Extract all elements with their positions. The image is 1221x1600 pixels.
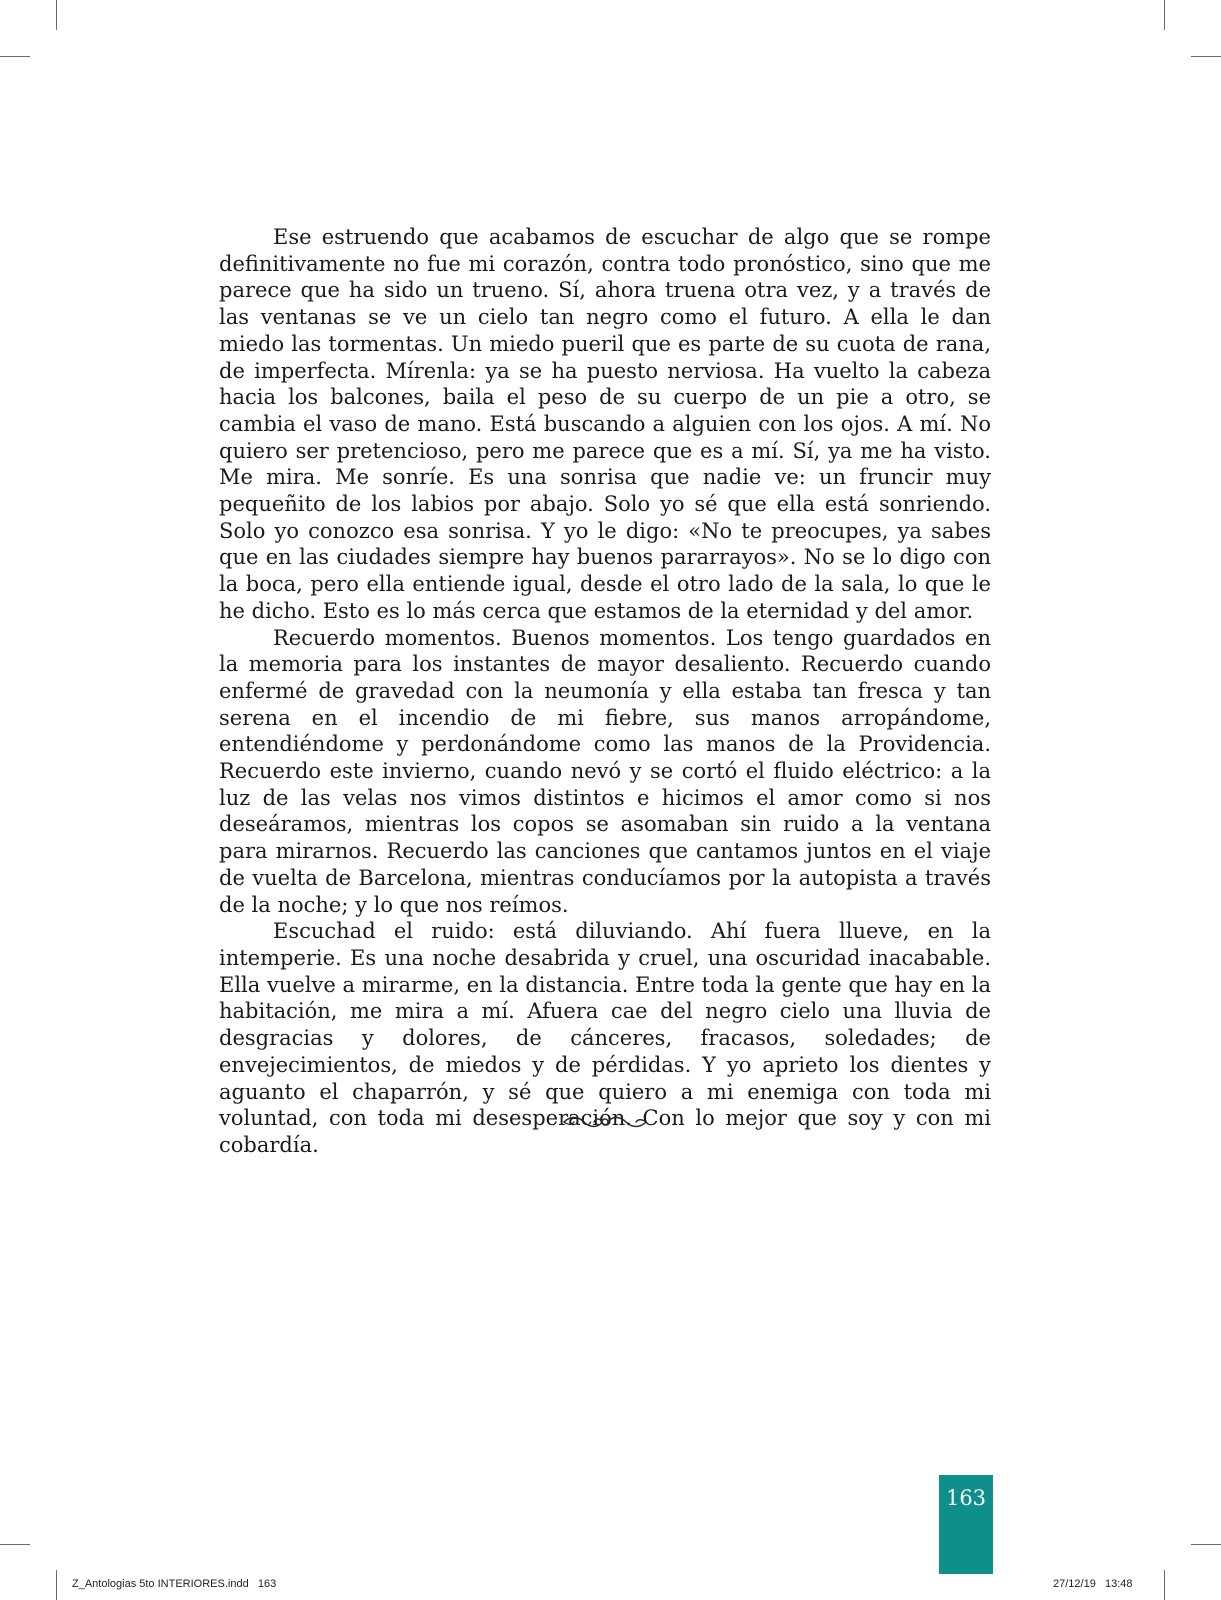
- body-text: [219, 224, 991, 1159]
- crop-mark-bottom-left-horizontal: [0, 1544, 30, 1545]
- crop-mark-top-left-vertical: [56, 0, 57, 30]
- crop-mark-bottom-left-vertical: [56, 1570, 57, 1600]
- crop-mark-top-right-horizontal: [1191, 56, 1221, 57]
- paragraph-3: Escuchad el ruido: está diluviando. Ahí fuera llueve, en la intemperie. Es una noche desabrida y cruel, una oscuridad inacabable. Ella vuelve a mirarme, en la distancia. Entre toda la gente que hay en la habitación, me mira a mí. Afuera cae del negro cielo una lluvia de desgracias y dolores, de cánceres, fracasos, soledades; de envejecimientos, de miedos y de pérdidas. Y yo aprieto los dientes y aguanto el chaparrón, y sé que quiero a mi enemiga con toda mi voluntad, con toda mi desesperación. Con lo mejor que soy y con mi cobardía.: [219, 919, 991, 1157]
- slug-file-info: Z_Antologias 5to INTERIORES.indd 163: [72, 1578, 277, 1590]
- page-number: 163: [945, 1486, 987, 1510]
- crop-mark-top-right-vertical: [1164, 0, 1165, 30]
- scroll-ornament-icon: [560, 1110, 650, 1134]
- crop-mark-bottom-right-horizontal: [1191, 1544, 1221, 1545]
- crop-mark-top-left-horizontal: [0, 56, 30, 57]
- crop-mark-bottom-right-vertical: [1164, 1570, 1165, 1600]
- slug-date-time: 27/12/19 13:48: [1053, 1578, 1133, 1590]
- paragraph-2: Recuerdo momentos. Buenos momentos. Los tengo guardados en la memoria para los instantes de mayor desaliento. Recuerdo cuando enfermé de gravedad con la neumonía y ella estaba tan fresca y tan serena en el incendio de mi fiebre, sus manos arropándome, entendiéndome y perdonándome como las manos de la Providencia. Recuerdo este invierno, cuando nevó y se cortó el fluido eléctrico: a la luz de las velas nos vimos distintos e hicimos el amor como si nos deseáramos, mientras los copos se asomaban sin ruido a la ventana para mirarnos. Recuerdo las canciones que cantamos juntos en el viaje de vuelta de Barcelona, mientras conducíamos por la autopista a través de la noche; y lo que nos reímos.: [219, 625, 991, 917]
- paragraph-1: Ese estruendo que acabamos de escuchar de algo que se rompe definitivamente no fue mi corazón, contra todo pronóstico, sino que me parece que ha sido un trueno. Sí, ahora truena otra vez, y a través de las ventanas se ve un cielo tan negro como el futuro. A ella le dan miedo las tormentas. Un miedo pueril que es parte de su cuota de rana, de imperfecta. Mírenla: ya se ha puesto nerviosa. Ha vuelto la cabeza hacia los balcones, baila el peso de su cuerpo de un pie a otro, se cambia el vaso de mano. Está buscando a alguien con los ojos. A mí. No quiero ser pretencioso, pero me parece que es a mí. Sí, ya me ha visto. Me mira. Me sonríe. Es una sonrisa que nadie ve: un fruncir muy pequeñito de los labios por abajo. Solo yo sé que ella está sonriendo. Solo yo conozco esa sonrisa. Y yo le digo: «No te preocupes, ya sabes que en las ciudades siempre hay buenos pararrayos». No se lo digo con la boca, pero ella entiende igual, desde el otro lado de la sala, lo que le he dicho. Esto es lo más cerca que estamos de la eternidad y del amor.: [219, 225, 991, 623]
